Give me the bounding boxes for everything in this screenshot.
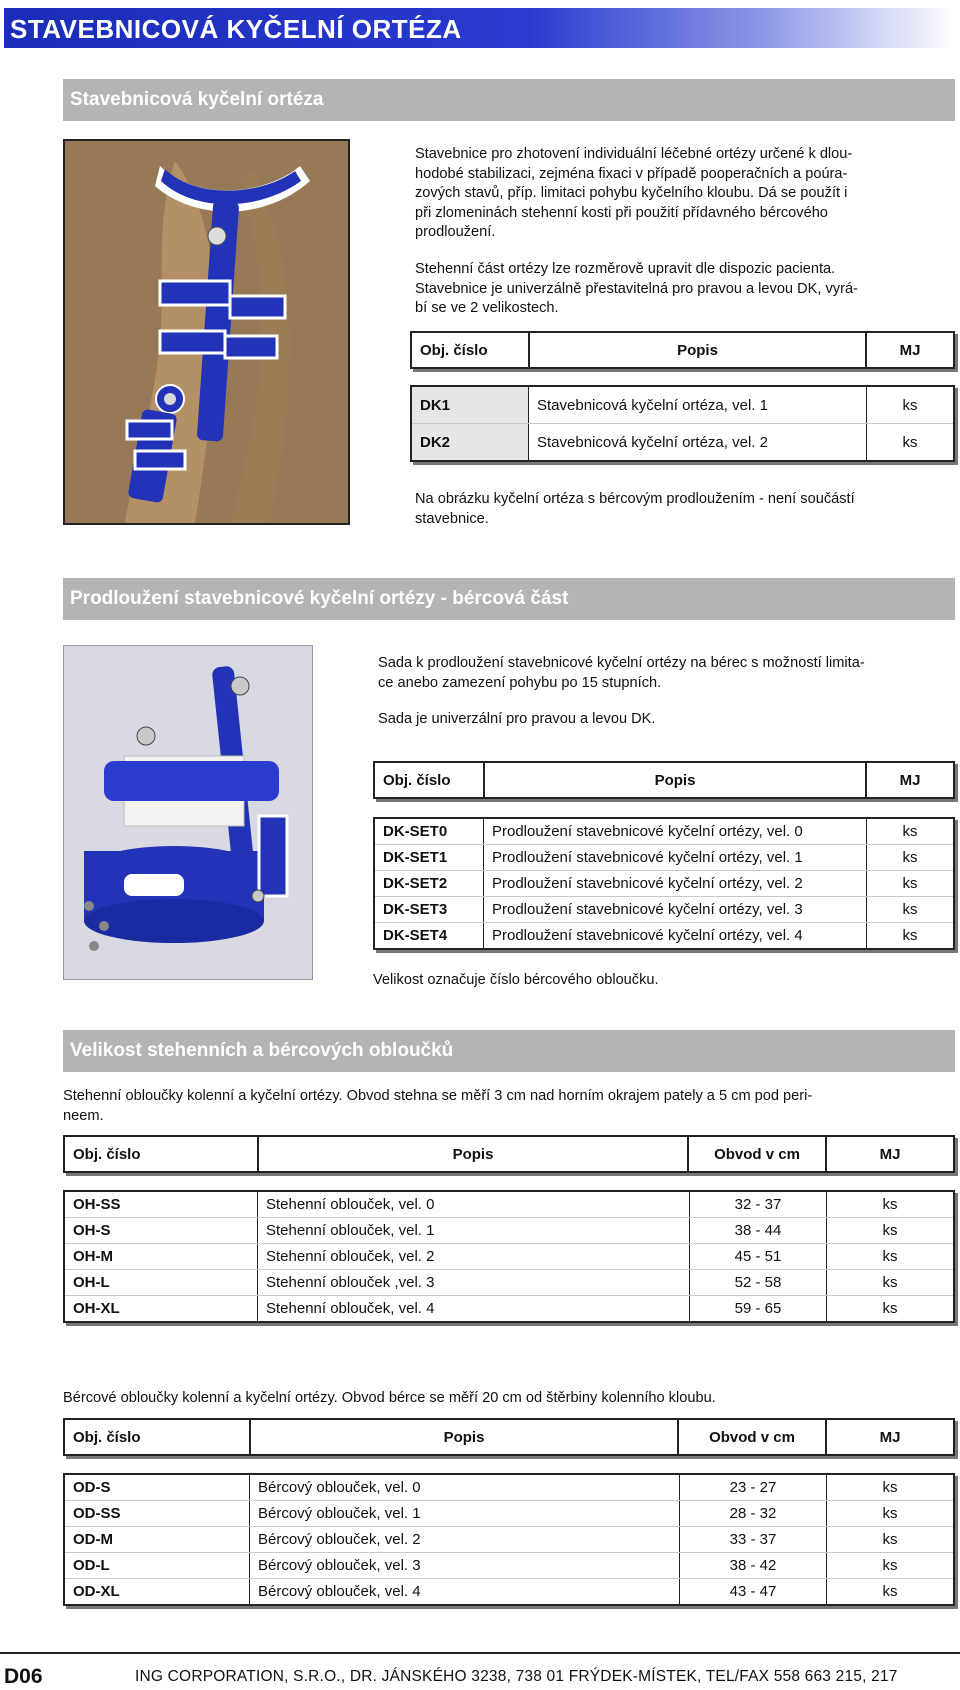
item-desc: Stehenní oblouček, vel. 2	[258, 1244, 690, 1270]
item-desc: Prodloužení stavebnicové kyčelní ortézy, vel. 0	[484, 818, 867, 845]
table-row	[374, 871, 954, 897]
item-code: OH-M	[64, 1244, 258, 1270]
text-line: prodloužení.	[415, 224, 496, 240]
text-line: při zlomeninách stehenní kosti při použití přídavného bércového	[415, 204, 828, 221]
table-row	[64, 1296, 954, 1323]
orthosis-illustration	[65, 141, 348, 523]
item-desc: Bércový oblouček, vel. 3	[250, 1553, 680, 1579]
item-desc: Prodloužení stavebnicové kyčelní ortézy, vel. 2	[484, 871, 867, 897]
header-unit: MJ	[826, 1419, 954, 1455]
item-size: 33 - 37	[680, 1527, 827, 1553]
item-code: DK1	[411, 386, 529, 424]
item-unit: ks	[827, 1270, 955, 1296]
section-heading-extension: Prodloužení stavebnicové kyčelní ortézy - bércová část	[63, 578, 955, 620]
text-line: zových stavů, příp. limitaci pohybu kyčelního kloubu. Dá se použít i	[415, 185, 848, 201]
item-size: 38 - 44	[690, 1218, 827, 1244]
footer-divider	[0, 1652, 960, 1654]
item-code: OD-SS	[64, 1501, 250, 1527]
text-line: Stavebnice pro zhotovení individuální léčebné ortézy určené k dlou-	[415, 146, 853, 162]
page-title: STAVEBNICOVÁ KYČELNÍ ORTÉZA	[10, 14, 462, 44]
item-desc: Stehenní oblouček, vel. 0	[258, 1191, 690, 1218]
item-code: DK-SET0	[374, 818, 484, 845]
header-size: Obvod v cm	[688, 1136, 826, 1172]
company-address: ING CORPORATION, S.R.O., DR. JÁNSKÉHO 3238, 738 01 FRÝDEK-MÍSTEK, TEL/FAX 558 663 215, 217	[135, 1668, 898, 1685]
item-code: DK-SET2	[374, 871, 484, 897]
item-code: OD-S	[64, 1474, 250, 1501]
item-code: OH-S	[64, 1218, 258, 1244]
text-line: stavebnice.	[415, 510, 489, 527]
item-desc: Stavebnicová kyčelní ortéza, vel. 1	[529, 386, 867, 424]
item-unit: ks	[827, 1244, 955, 1270]
item-unit: ks	[867, 923, 955, 950]
item-code: OH-XL	[64, 1296, 258, 1323]
extension-photo	[63, 645, 313, 980]
header-unit: MJ	[866, 332, 954, 368]
header-unit: MJ	[866, 762, 954, 798]
header-unit: MJ	[826, 1136, 954, 1172]
page-code: D06	[4, 1665, 43, 1688]
section-heading-orthosis: Stavebnicová kyčelní ortéza	[63, 79, 955, 121]
table-row	[64, 1474, 954, 1501]
item-code: OH-SS	[64, 1191, 258, 1218]
item-unit: ks	[827, 1527, 955, 1553]
item-desc: Prodloužení stavebnicové kyčelní ortézy, vel. 3	[484, 897, 867, 923]
text-line: Stehenní obloučky kolenní a kyčelní ortézy. Obvod stehna se měří 3 cm nad horním okrajem pately a 5 cm pod peri-	[63, 1088, 813, 1104]
item-unit: ks	[827, 1553, 955, 1579]
item-size: 23 - 27	[680, 1474, 827, 1501]
orthosis-table-header	[410, 331, 955, 369]
table-row	[374, 845, 954, 871]
text-line: hodobé stabilizaci, zejména fixaci v případě pooperačních a poúra-	[415, 165, 848, 182]
table-row	[64, 1553, 954, 1579]
extension-table-header	[373, 761, 955, 799]
table-row	[411, 424, 954, 462]
item-desc: Bércový oblouček, vel. 0	[250, 1474, 680, 1501]
item-unit: ks	[867, 897, 955, 923]
item-desc: Prodloužení stavebnicové kyčelní ortézy, vel. 4	[484, 923, 867, 950]
item-desc: Bércový oblouček, vel. 1	[250, 1501, 680, 1527]
table-row	[64, 1270, 954, 1296]
table-row	[411, 386, 954, 424]
item-unit: ks	[827, 1218, 955, 1244]
item-size: 28 - 32	[680, 1501, 827, 1527]
item-unit: ks	[867, 871, 955, 897]
item-code: DK-SET1	[374, 845, 484, 871]
orthosis-table	[410, 385, 955, 462]
item-desc: Stehenní oblouček, vel. 1	[258, 1218, 690, 1244]
item-size: 52 - 58	[690, 1270, 827, 1296]
header-desc: Popis	[258, 1136, 688, 1172]
item-unit: ks	[827, 1296, 955, 1323]
text-line: ce anebo zamezení pohybu po 15 stupních.	[378, 674, 662, 691]
item-unit: ks	[867, 386, 955, 424]
header-desc: Popis	[529, 332, 866, 368]
text-line: Sada k prodloužení stavebnicové kyčelní ortézy na bérec s možností limita-	[378, 655, 865, 671]
orthosis-photo	[63, 139, 350, 525]
title-bar	[4, 8, 956, 48]
thigh-table	[63, 1190, 955, 1323]
item-unit: ks	[827, 1579, 955, 1606]
thigh-table-header	[63, 1135, 955, 1173]
header-desc: Popis	[484, 762, 866, 798]
item-code: DK-SET3	[374, 897, 484, 923]
table-row	[64, 1218, 954, 1244]
text-line: Stehenní část ortézy lze rozměrově upravit dle dispozic pacienta.	[415, 261, 836, 277]
section-heading-arches: Velikost stehenních a bércových obloučků	[63, 1030, 955, 1072]
text-line: neem.	[63, 1107, 104, 1124]
item-unit: ks	[827, 1191, 955, 1218]
table-row	[374, 923, 954, 950]
header-code: Obj. číslo	[64, 1136, 258, 1172]
item-desc: Bércový oblouček, vel. 4	[250, 1579, 680, 1606]
item-size: 38 - 42	[680, 1553, 827, 1579]
table-row	[64, 1501, 954, 1527]
table-row	[64, 1191, 954, 1218]
item-desc: Stavebnicová kyčelní ortéza, vel. 2	[529, 424, 867, 462]
header-code: Obj. číslo	[374, 762, 484, 798]
calf-arch-intro: Bércové obloučky kolenní a kyčelní ortézy. Obvod bérce se měří 20 cm od štěrbiny kolenního kloubu.	[63, 1390, 716, 1406]
item-unit: ks	[827, 1474, 955, 1501]
table-row	[374, 818, 954, 845]
calf-table	[63, 1473, 955, 1606]
item-size: 43 - 47	[680, 1579, 827, 1606]
text-line: Stavebnice je univerzálně přestavitelná pro pravou a levou DK, vyrá-	[415, 280, 858, 297]
item-size: 45 - 51	[690, 1244, 827, 1270]
table-row	[64, 1579, 954, 1606]
item-unit: ks	[827, 1501, 955, 1527]
item-unit: ks	[867, 424, 955, 462]
extension-table	[373, 817, 955, 950]
item-code: DK2	[411, 424, 529, 462]
item-desc: Prodloužení stavebnicové kyčelní ortézy, vel. 1	[484, 845, 867, 871]
item-desc: Stehenní oblouček, vel. 4	[258, 1296, 690, 1323]
item-unit: ks	[867, 845, 955, 871]
item-size: 59 - 65	[690, 1296, 827, 1323]
extension-illustration	[64, 646, 312, 979]
extension-universal-text: Sada je univerzální pro pravou a levou DK.	[378, 711, 656, 727]
item-desc: Stehenní oblouček ,vel. 3	[258, 1270, 690, 1296]
thigh-arch-intro	[63, 1087, 955, 1126]
size-note: Velikost označuje číslo bércového obloučku.	[373, 972, 659, 988]
item-code: OD-M	[64, 1527, 250, 1553]
table-row	[374, 897, 954, 923]
header-desc: Popis	[250, 1419, 678, 1455]
header-code: Obj. číslo	[64, 1419, 250, 1455]
extension-description	[378, 654, 953, 693]
item-desc: Bércový oblouček, vel. 2	[250, 1527, 680, 1553]
orthosis-note	[415, 490, 925, 529]
calf-table-header	[63, 1418, 955, 1456]
table-row	[64, 1527, 954, 1553]
orthosis-description	[415, 145, 925, 243]
item-size: 32 - 37	[690, 1191, 827, 1218]
item-code: OD-L	[64, 1553, 250, 1579]
item-unit: ks	[867, 818, 955, 845]
orthosis-adjustment-text	[415, 260, 925, 319]
text-line: bí se ve 2 velikostech.	[415, 300, 559, 316]
item-code: OD-XL	[64, 1579, 250, 1606]
item-code: DK-SET4	[374, 923, 484, 950]
header-size: Obvod v cm	[678, 1419, 826, 1455]
item-code: OH-L	[64, 1270, 258, 1296]
header-code: Obj. číslo	[411, 332, 529, 368]
table-row	[64, 1244, 954, 1270]
text-line: Na obrázku kyčelní ortéza s bércovým prodloužením - není součástí	[415, 491, 855, 507]
